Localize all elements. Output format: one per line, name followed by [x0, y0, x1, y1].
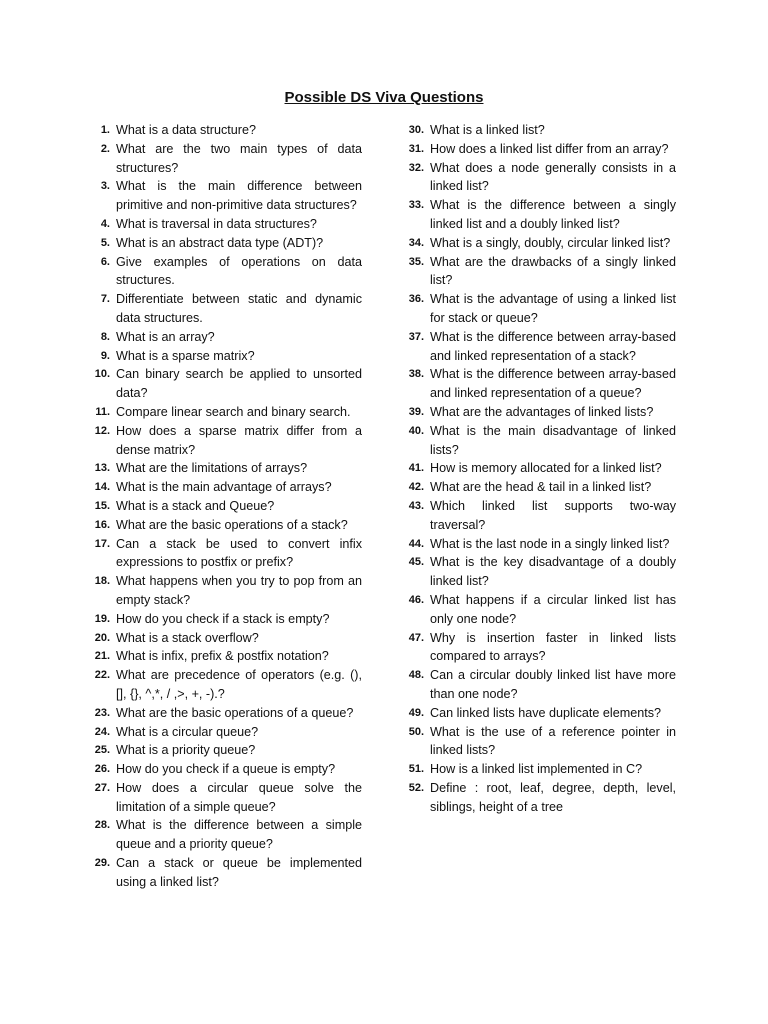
- question-text: What is the difference between a singly linked list and a doubly linked list?: [430, 198, 676, 231]
- question-number: 24.: [94, 725, 110, 738]
- question-text: How does a circular queue solve the limitation of a simple queue?: [116, 780, 362, 814]
- question-number: 31.: [408, 142, 424, 155]
- question-item: [86, 610, 362, 629]
- question-number: 46.: [408, 593, 424, 606]
- question-text: Can a circular doubly linked list have more than one node?: [430, 668, 676, 701]
- question-text: How does a sparse matrix differ from a dense matrix?: [116, 423, 362, 457]
- question-number: 27.: [94, 781, 110, 794]
- question-item: [86, 422, 362, 460]
- question-number: 40.: [408, 424, 424, 437]
- question-item: [400, 553, 676, 591]
- question-number: 12.: [94, 424, 110, 437]
- question-text: How do you check if a stack is empty?: [116, 611, 330, 626]
- question-text: What are the head & tail in a linked list?: [430, 480, 652, 495]
- question-text: What happens when you try to pop from an empty stack?: [116, 574, 362, 607]
- question-number: 18.: [94, 575, 110, 588]
- question-text: Define : root, leaf, degree, depth, level, siblings, height of a tree: [430, 780, 676, 814]
- question-item: [400, 666, 676, 704]
- question-item: [86, 704, 362, 723]
- question-text: What is the advantage of using a linked list for stack or queue?: [430, 292, 676, 325]
- question-number: 10.: [94, 368, 110, 381]
- question-text: What is a singly, doubly, circular linked list?: [430, 235, 671, 250]
- question-number: 22.: [94, 669, 110, 682]
- question-number: 48.: [408, 669, 424, 682]
- question-item: [400, 196, 676, 234]
- question-number: 3.: [100, 180, 110, 193]
- question-number: 35.: [408, 255, 424, 268]
- question-number: 6.: [100, 255, 110, 268]
- question-item: [86, 647, 362, 666]
- question-item: [86, 347, 362, 366]
- question-text: How is a linked list implemented in C?: [430, 762, 643, 777]
- question-text: What are the drawbacks of a singly linked list?: [430, 254, 676, 288]
- question-text: What is a linked list?: [430, 123, 545, 137]
- question-number: 8.: [100, 330, 110, 343]
- question-number: 20.: [94, 631, 110, 644]
- question-item: [400, 760, 676, 779]
- question-text: What are the limitations of arrays?: [116, 461, 308, 476]
- question-text: What are the advantages of linked lists?: [430, 404, 654, 419]
- question-number: 52.: [408, 781, 424, 794]
- question-number: 41.: [408, 462, 424, 475]
- question-text: What is the use of a reference pointer in linked lists?: [430, 724, 676, 758]
- question-text: What is a priority queue?: [116, 743, 256, 758]
- question-item: [86, 253, 362, 291]
- question-text: What are precedence of operators (e.g. (), [], {}, ^,*, / ,>, +, -).?: [116, 668, 362, 701]
- question-item: [400, 629, 676, 667]
- question-number: 42.: [408, 481, 424, 494]
- question-number: 5.: [100, 236, 110, 249]
- question-item: [400, 723, 676, 761]
- question-text: How does a linked list differ from an array?: [430, 141, 669, 156]
- question-text: What is an abstract data type (ADT)?: [116, 235, 324, 250]
- question-item: [86, 666, 362, 704]
- question-item: [86, 629, 362, 648]
- question-number: 39.: [408, 405, 424, 418]
- question-text: Can a stack be used to convert infix expressions to postfix or prefix?: [116, 536, 362, 570]
- question-number: 33.: [408, 199, 424, 212]
- question-text: What is the difference between a simple queue and a priority queue?: [116, 818, 362, 852]
- question-number: 1.: [100, 124, 110, 136]
- question-item: [86, 779, 362, 817]
- question-number: 44.: [408, 537, 424, 550]
- question-text: Why is insertion faster in linked lists compared to arrays?: [430, 630, 676, 664]
- question-number: 14.: [94, 481, 110, 494]
- question-number: 49.: [408, 706, 424, 719]
- question-item: [400, 328, 676, 366]
- question-text: What is a sparse matrix?: [116, 348, 255, 363]
- question-text: Can a stack or queue be implemented using a linked list?: [116, 856, 362, 889]
- question-number: 11.: [95, 405, 110, 418]
- question-item: [400, 234, 676, 253]
- question-text: What is the difference between array-based and linked representation of a stack?: [430, 329, 676, 363]
- question-item: [86, 121, 362, 140]
- question-text: Can binary search be applied to unsorted data?: [116, 367, 362, 401]
- question-text: What is the main difference between primitive and non-primitive data structures?: [116, 179, 362, 213]
- question-item: [400, 478, 676, 497]
- question-number: 29.: [94, 857, 110, 870]
- question-number: 19.: [94, 612, 110, 625]
- question-text: What is the last node in a singly linked list?: [430, 536, 670, 551]
- question-number: 50.: [408, 725, 424, 738]
- question-item: [400, 140, 676, 159]
- question-text: What are the basic operations of a queue?: [116, 705, 354, 720]
- question-number: 43.: [408, 499, 424, 512]
- question-item: [400, 159, 676, 197]
- question-number: 7.: [100, 293, 110, 306]
- question-text: What is the main disadvantage of linked lists?: [430, 423, 676, 457]
- question-number: 17.: [94, 537, 110, 550]
- question-number: 2.: [100, 142, 110, 155]
- question-item: [86, 177, 362, 215]
- question-item: [400, 779, 676, 817]
- question-item: [86, 140, 362, 178]
- question-item: [86, 478, 362, 497]
- question-item: [86, 215, 362, 234]
- question-item: [86, 816, 362, 854]
- question-text: Can linked lists have duplicate elements?: [430, 705, 662, 720]
- question-text: What is a stack and Queue?: [116, 498, 275, 513]
- question-item: [400, 497, 676, 535]
- question-number: 30.: [408, 124, 424, 136]
- question-number: 37.: [408, 330, 424, 343]
- question-number: 28.: [94, 819, 110, 832]
- question-text: Which linked list supports two-way traversal?: [430, 498, 676, 532]
- question-text: What is a circular queue?: [116, 724, 259, 739]
- question-item: [86, 234, 362, 253]
- question-text: What is a data structure?: [116, 123, 256, 137]
- question-item: [86, 723, 362, 742]
- question-text: What are the basic operations of a stack?: [116, 517, 348, 532]
- question-item: [86, 290, 362, 328]
- question-item: [86, 516, 362, 535]
- question-item: [400, 704, 676, 723]
- question-number: 26.: [94, 763, 110, 776]
- question-number: 15.: [94, 499, 110, 512]
- question-item: [86, 572, 362, 610]
- question-item: [86, 403, 362, 422]
- question-text: What is traversal in data structures?: [116, 216, 317, 231]
- question-item: [400, 459, 676, 478]
- question-number: 32.: [408, 161, 424, 174]
- right-question-column: [400, 121, 676, 816]
- question-number: 9.: [100, 349, 110, 362]
- question-text: How do you check if a queue is empty?: [116, 762, 336, 777]
- question-number: 36.: [408, 293, 424, 306]
- question-item: [86, 741, 362, 760]
- question-text: What is an array?: [116, 329, 215, 344]
- question-item: [86, 328, 362, 347]
- page-title: Possible DS Viva Questions: [284, 89, 484, 106]
- question-text: What does a node generally consists in a linked list?: [430, 160, 676, 194]
- question-number: 25.: [94, 744, 110, 757]
- question-number: 23.: [94, 706, 110, 719]
- question-number: 16.: [94, 518, 110, 531]
- question-text: Compare linear search and binary search.: [116, 404, 351, 419]
- question-number: 13.: [94, 462, 110, 475]
- question-text: What is the main advantage of arrays?: [116, 480, 332, 495]
- question-text: How is memory allocated for a linked list?: [430, 461, 662, 476]
- question-number: 21.: [94, 650, 110, 663]
- question-text: What is the difference between array-based and linked representation of a queue?: [430, 367, 676, 401]
- question-number: 34.: [408, 236, 424, 249]
- question-item: [86, 760, 362, 779]
- question-item: [400, 403, 676, 422]
- question-number: 38.: [408, 368, 424, 381]
- question-number: 4.: [100, 217, 110, 230]
- question-number: 45.: [408, 556, 424, 569]
- question-text: What are the two main types of data structures?: [116, 141, 362, 175]
- question-number: 51.: [408, 763, 424, 776]
- question-item: [400, 290, 676, 328]
- question-item: [86, 459, 362, 478]
- question-text: What is the key disadvantage of a doubly linked list?: [430, 555, 676, 589]
- question-number: 47.: [408, 631, 424, 644]
- question-item: [400, 253, 676, 291]
- question-item: [400, 591, 676, 629]
- question-item: [86, 535, 362, 573]
- question-item: [86, 854, 362, 892]
- question-item: [400, 422, 676, 460]
- question-text: What is a stack overflow?: [116, 630, 259, 645]
- question-text: What is infix, prefix & postfix notation?: [116, 649, 329, 664]
- question-text: Differentiate between static and dynamic data structures.: [116, 292, 362, 325]
- question-item: [86, 365, 362, 403]
- question-item: [400, 121, 676, 140]
- question-text: What happens if a circular linked list has only one node?: [430, 592, 676, 626]
- question-text: Give examples of operations on data structures.: [116, 254, 362, 288]
- question-item: [400, 535, 676, 554]
- left-question-column: [86, 121, 362, 892]
- question-item: [86, 497, 362, 516]
- question-item: [400, 365, 676, 403]
